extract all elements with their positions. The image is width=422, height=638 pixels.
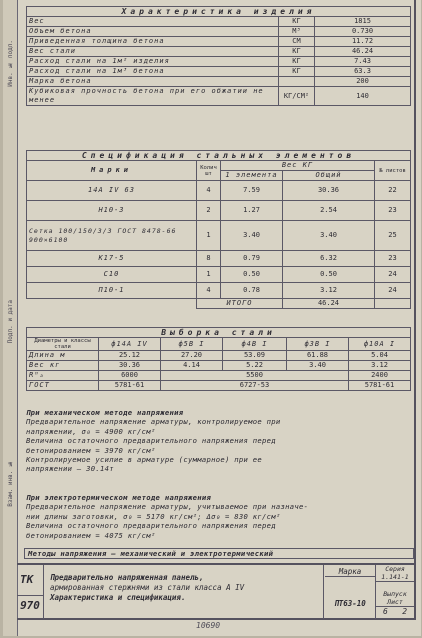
title-block [17,563,416,621]
table-row: 14А IV 63 4 7.59 30.36 22 [27,181,411,201]
table-row: Объем бетона М³ 0.730 [27,27,411,37]
table-row: Приведенная толщина бетона СМ 11.72 [27,37,411,47]
series-value: 1.141-1 [376,573,414,582]
mechanical-notes: При механическом методе напряжения Предварительное напряжение арматуры, контролируемое при напряжении, σ₀ = 4900 кг/см² Величина остаточного предварительного напряжения перед бетонированием = 3970 кг/см² Контролируемое усилие в арматуре (суммарное) при ее напряжении — 30.14т [26,408,410,474]
mechanical-header: При механическом методе напряжения [26,408,184,417]
specification-total-value: 46.24 [283,299,375,309]
methods-header: Методы напряжения — механический и электротермический [24,548,414,559]
margin-stub-2: Подп. и дата [7,300,14,344]
table-row: К17-5 8 0.79 6.32 23 [27,251,411,267]
sheet-value: 2 [402,607,408,616]
title-line-3: Характеристика и спецификация. [50,593,186,602]
title-line-2: армированная стержнями из стали класса А IV [50,583,245,592]
table-row: Вес КГ 1815 [27,17,411,27]
issue-value: 6 [382,607,388,616]
steel-table: Выборка стали Диаметры и классы стали ф14А IV ф5В I ф4В I ф3В I ф10А I Длина м 25.12 27.20 53.09 61.88 5.04 Вес кг 30.36 4.14 5.22 3.40 3.12 Rᴴₐ 6000 5500 2400 ГОСТ 5781-61 6727-53 5781-61 [26,327,411,391]
table-row: Марка бетона 200 [27,77,411,87]
table-row: Rᴴₐ 6000 5500 2400 [27,371,411,381]
table-row: Длина м 25.12 27.20 53.09 61.88 5.04 [27,351,411,361]
table-row: Вес стали КГ 46.24 [27,47,411,57]
table-row: П10-1 4 0.78 3.12 24 [27,283,411,299]
table-row: С10 1 0.50 0.50 24 [27,267,411,283]
marka-label: Марка [325,567,375,577]
specification-total-label: ИТОГО [197,299,283,309]
margin-stub-3: Взам. инв. № [7,460,14,507]
marka-value: ПТ63-10 [334,599,366,608]
table-row: Н10-3 2 1.27 2.54 23 [27,201,411,221]
specification-title: Спецификация стальных элементов [27,151,411,161]
title-block-number: 970 [17,595,43,612]
sheet-label: Лист [387,598,403,606]
characteristics-table [26,6,411,106]
title-block-code: ТК [20,573,34,586]
electrothermal-header: При электротермическом методе напряжения [26,493,212,502]
table-row: Расход стали на 1м³ бетона КГ 63.3 [27,67,411,77]
issue-label: Выпуск [383,590,407,598]
electrothermal-notes: При электротермическом методе напряжения Предварительное напряжение арматуры, учитываемое при назначе- нии длины заготовки, σ₀ = 5170 кг/см²; Δσ₀ = 830 кг/см² Величина остаточного предварительного напряжения перед бетонированием = 4075 кг/см² [26,493,410,540]
characteristics-title: Характеристика изделия [27,7,411,17]
series-label: Серия [385,565,405,573]
table-row [27,299,411,309]
table-row: Сетка 100/150/3/3 ГОСТ 8478-66 900×6100 1 3.40 3.40 25 [27,221,411,251]
specification-table: Спецификация стальных элементов Марки Колич шт Вес КГ № листов 1 элемента Общий 14А IV 63 4 7.59 30.36 22 Н10-3 2 1.27 2.54 23 Сетка 100/150/3/3 ГОСТ 8478-66 900×6100 1 3.40 3.40 25 К17-5 8 0.79 6.32 23 С10 1 0.50 0.50 24 П10-1 4 0.78 3.12 24 ИТОГО 46.24 [26,150,411,309]
table-row: ГОСТ 5781-61 6727-53 5781-61 [27,381,411,391]
footer-number: 10690 [196,621,221,630]
steel-title: Выборка стали [27,328,411,338]
margin-stub-1: Инв. № подл. [7,40,14,87]
binding-margin [3,0,18,636]
table-row: Расход стали на 1м² изделия КГ 7.43 [27,57,411,67]
title-line-1: Предварительно напряженная панель, [50,573,204,582]
table-row: Вес кг 30.36 4.14 5.22 3.40 3.12 [27,361,411,371]
table-row: Кубиковая прочность бетона при его обжатии не менее КГ/СМ² 140 [27,87,411,106]
